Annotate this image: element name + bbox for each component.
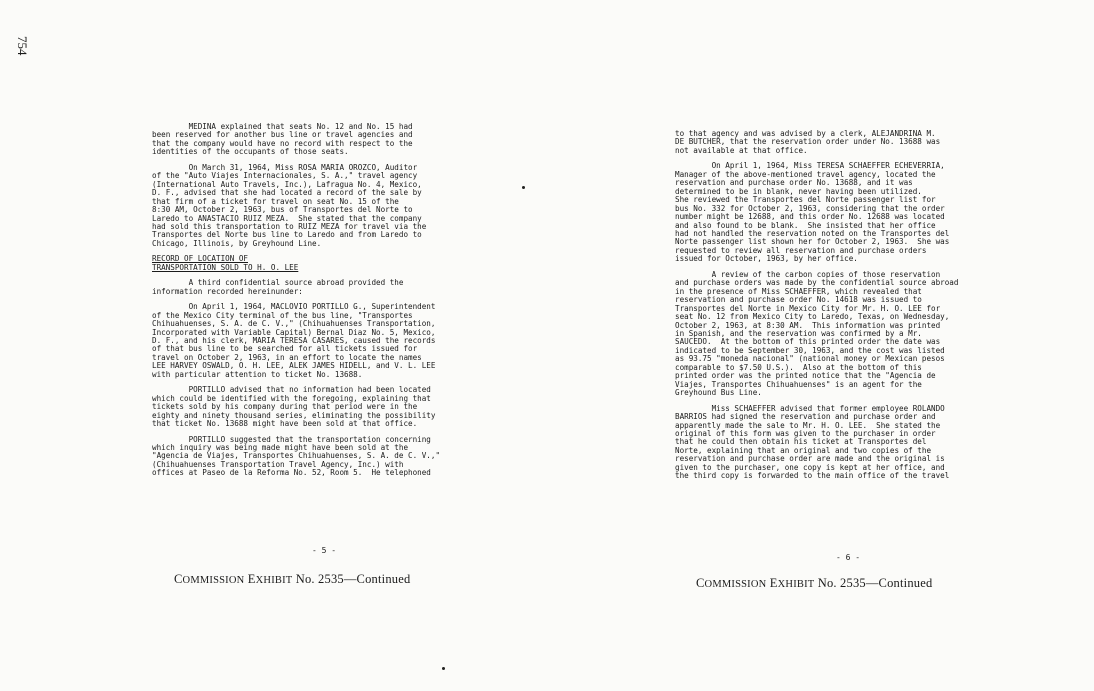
right-folio: - 6 -	[836, 553, 861, 562]
paragraph: On March 31, 1964, Miss ROSA MARIA OROZCO, Auditor of the "Auto Viajes Internacionales, S. A.," travel agency (International Auto Travels, Inc.), Lafragua No. 4, Mexico, D. F., advised that she had located a record of the sale by that firm of a ticket for travel on seat No. 15 of the 8:30 AM, October 2, 1963, bus of Transportes del Norte to Laredo to ANASTACIO RUIZ MEZA. She stated that the company had sold this transportation to RUIZ MEZA for travel via the Transportes del Norte bus line to Laredo and from Laredo to Chicago, Illinois, by Greyhound Line.	[152, 162, 427, 248]
paragraph: Miss SCHAEFFER advised that former employee ROLANDO BARRIOS had signed the reservation and purchase order and apparently made the sale to Mr. H. O. LEE. She stated the original of this form was given to the purchaser in order that he could then obtain his ticket at Transportes del Norte, explaining that an original and two copies of the reservation and purchase order are made and the original is given to the purchaser, one copy is kept at her office, and the third copy is forwarded to the main office of the travel	[675, 403, 950, 481]
caption-part: E	[769, 576, 778, 590]
paragraph: On April 1, 1964, MACLOVIO PORTILLO G., Superintendent of the Mexico City terminal of the bus line, "Transportes Chihuahuenses, S. A. de C. V.," (Chihuahuenses Transportation, Incorporated with Variable Capital) Bernal Diaz No. 5, Mexico, D. F., and his clerk, MARIA TERESA CASARES, caused the records of that bus line to be searched for all tickets issued for travel on October 2, 1963, in an effort to locate the names LEE HARVEY OSWALD, O. H. LEE, ALEK JAMES HIDELL, and V. L. LEE with particular attention to ticket No. 13688.	[152, 302, 436, 379]
paragraph: On April 1, 1964, Miss TERESA SCHAEFFER ECHEVERRIA, Manager of the above-mentioned travel agency, located the reservation and purchase order No. 13688, and it was determined to be in blank, never having been utilized. She reviewed the Transportes del Norte passenger list for bus No. 332 for October 2, 1963, considering that the order number might be 12688, and this order No. 12688 was located and also found to be blank. She insisted that her office had not handled the reservation noted on the Transportes del Norte passenger list shown her for October 2, 1963. She was requested to review all reservation and purchase orders issued for October, 1963, by her office.	[675, 161, 950, 264]
caption-part: XHIBIT	[777, 579, 815, 590]
caption-part: C	[696, 576, 705, 590]
left-page-text	[152, 123, 502, 485]
caption-part: No. 2535—Continued	[814, 576, 933, 590]
page-number: 754	[15, 36, 30, 56]
scan-speck	[442, 667, 445, 670]
caption-part: No. 2535—Continued	[292, 572, 411, 586]
caption-part: OMMISSION	[704, 579, 767, 590]
paragraph: to that agency and was advised by a clerk, ALEJANDRINA M. DE BUTCHER, that the reservation order under No. 13688 was not available at that office.	[675, 129, 941, 155]
section-heading: RECORD OF LOCATION OF TRANSPORTATION SOLD TO H. O. LEE	[152, 254, 299, 272]
paragraph: PORTILLO advised that no information had been located which could be identified with the foregoing, explaining that tickets sold by his company during that period were in the eighty and ninety thousand series, eliminating the possibility that ticket No. 13688 might have been sold at that office.	[152, 385, 436, 429]
scan-speck	[522, 186, 525, 189]
paragraph: MEDINA explained that seats No. 12 and No. 15 had been reserved for another bus line or travel agencies and that the company would have no record with respect to the identities of the occupants of those seats.	[152, 122, 413, 157]
left-folio: - 5 -	[312, 546, 337, 555]
caption-part: C	[174, 572, 183, 586]
caption-part: E	[247, 572, 256, 586]
paragraph: A review of the carbon copies of those reservation and purchase orders was made by the confidential source abroad in the presence of Miss SCHAEFFER, which revealed that reservation and purchase order No. 14618 was issued to Transportes del Norte in Mexico City for Mr. H. O. LEE for seat No. 12 from Mexico City to Laredo, Texas, on Wednesday, October 2, 1963, at 8:30 AM. This information was printed in Spanish, and the reservation was confirmed by a Mr. SAUCEDO. At the bottom of this printed order the date was indicated to be September 30, 1963, and the cost was listed as 93.75 "moneda nacional" (national money or Mexican pesos comparable to $7.50 U.S.). Also at the bottom of this printed order was the printed notice that the "Agencia de Viajes, Transportes Chihuahuenses" is an agent for the Greyhound Bus Line.	[675, 269, 959, 398]
left-exhibit-caption	[174, 572, 410, 587]
right-page-text	[675, 130, 1025, 488]
right-exhibit-caption	[696, 576, 932, 591]
caption-part: XHIBIT	[255, 575, 293, 586]
paragraph: PORTILLO suggested that the transportation concerning which inquiry was being made might have been sold at the "Agencia de Viajes, Transportes Chihuahuenses, S. A. de C. V.," (Chihuahuenses Transportation Travel Agency, Inc.) with offices at Paseo de la Reforma No. 52, Room 5. He telephoned	[152, 434, 441, 478]
paragraph: A third confidential source abroad provided the information recorded hereinunder:	[152, 278, 404, 296]
caption-part: OMMISSION	[182, 575, 245, 586]
